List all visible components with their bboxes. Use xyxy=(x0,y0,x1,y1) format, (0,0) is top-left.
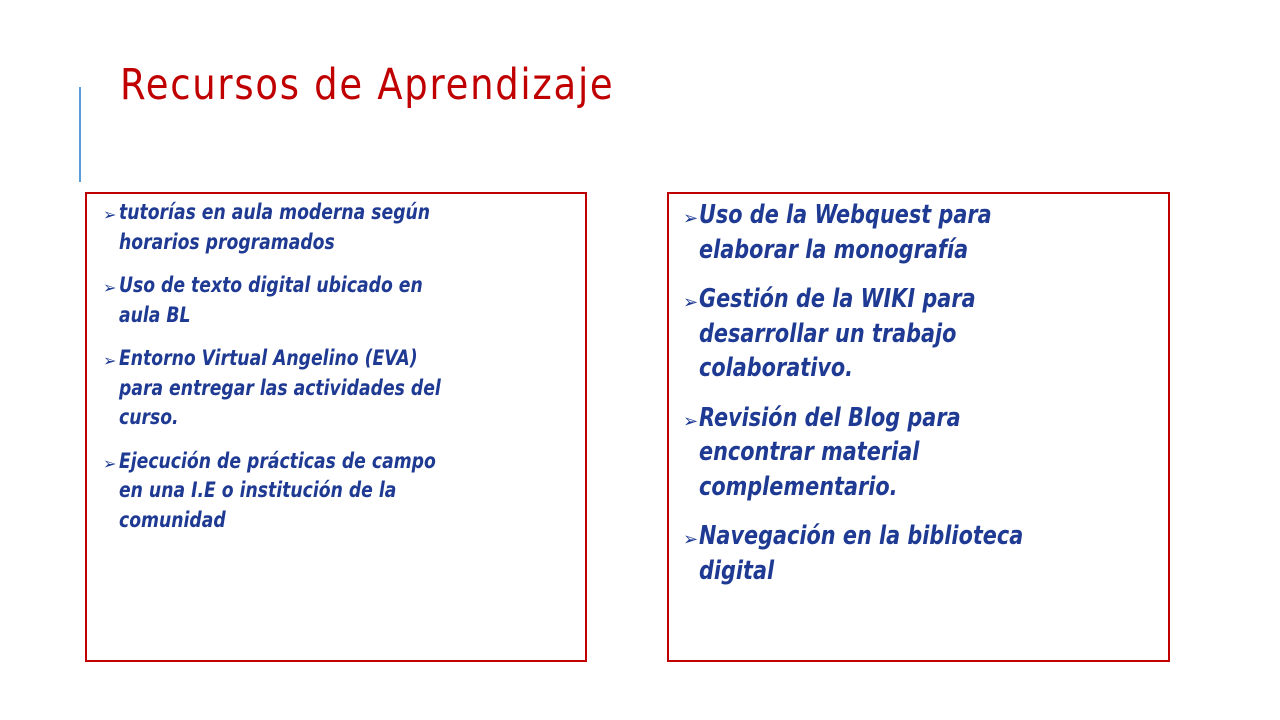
arrow-bullet-icon: ➢ xyxy=(683,292,699,313)
list-item-line: aula BL xyxy=(119,302,191,327)
list-item xyxy=(683,519,1160,588)
list-item xyxy=(103,271,577,330)
arrow-bullet-icon: ➢ xyxy=(103,278,117,297)
slide-title: Recursos de Aprendizaje xyxy=(120,60,615,110)
list-item-line: Navegación en la biblioteca xyxy=(699,521,1024,551)
left-resources-box xyxy=(85,192,587,662)
list-item-line: desarrollar un trabajo xyxy=(699,318,957,349)
list-item-line: Ejecución de prácticas de campo xyxy=(119,448,436,473)
list-item-line: comunidad xyxy=(119,507,226,532)
list-item xyxy=(103,344,577,433)
list-item-line: Revisión del Blog para xyxy=(699,402,961,433)
arrow-bullet-icon: ➢ xyxy=(683,529,699,550)
list-item-line: para entregar las actividades del xyxy=(119,375,441,400)
list-item-line: Gestión de la WIKI para xyxy=(699,284,976,314)
list-item-line: curso. xyxy=(119,405,179,429)
list-item xyxy=(683,401,1160,505)
list-item xyxy=(103,198,577,257)
list-item xyxy=(683,282,1160,386)
list-item xyxy=(103,447,577,536)
list-item-line: complementario. xyxy=(699,471,898,502)
arrow-bullet-icon: ➢ xyxy=(103,205,117,224)
arrow-bullet-icon: ➢ xyxy=(683,208,699,229)
list-item-line: Uso de la Webquest para xyxy=(699,200,992,230)
title-accent-line xyxy=(79,87,81,182)
right-resources-box xyxy=(667,192,1170,662)
list-item-line: Uso de texto digital ubicado en xyxy=(119,273,423,297)
list-item-line: tutorías en aula moderna según xyxy=(119,200,431,224)
list-item-line: digital xyxy=(699,555,775,586)
list-item-line: colaborativo. xyxy=(699,353,854,383)
left-resources-list xyxy=(103,198,577,535)
arrow-bullet-icon: ➢ xyxy=(103,351,117,370)
list-item xyxy=(683,198,1160,267)
right-resources-list xyxy=(683,198,1160,588)
arrow-bullet-icon: ➢ xyxy=(683,410,699,432)
list-item-line: elaborar la monografía xyxy=(699,234,969,265)
list-item-line: horarios programados xyxy=(119,229,335,254)
list-item-line: Entorno Virtual Angelino (EVA) xyxy=(119,346,418,370)
list-item-line: encontrar material xyxy=(699,437,920,467)
list-item-line: en una I.E o institución de la xyxy=(119,478,397,502)
arrow-bullet-icon: ➢ xyxy=(103,453,117,473)
